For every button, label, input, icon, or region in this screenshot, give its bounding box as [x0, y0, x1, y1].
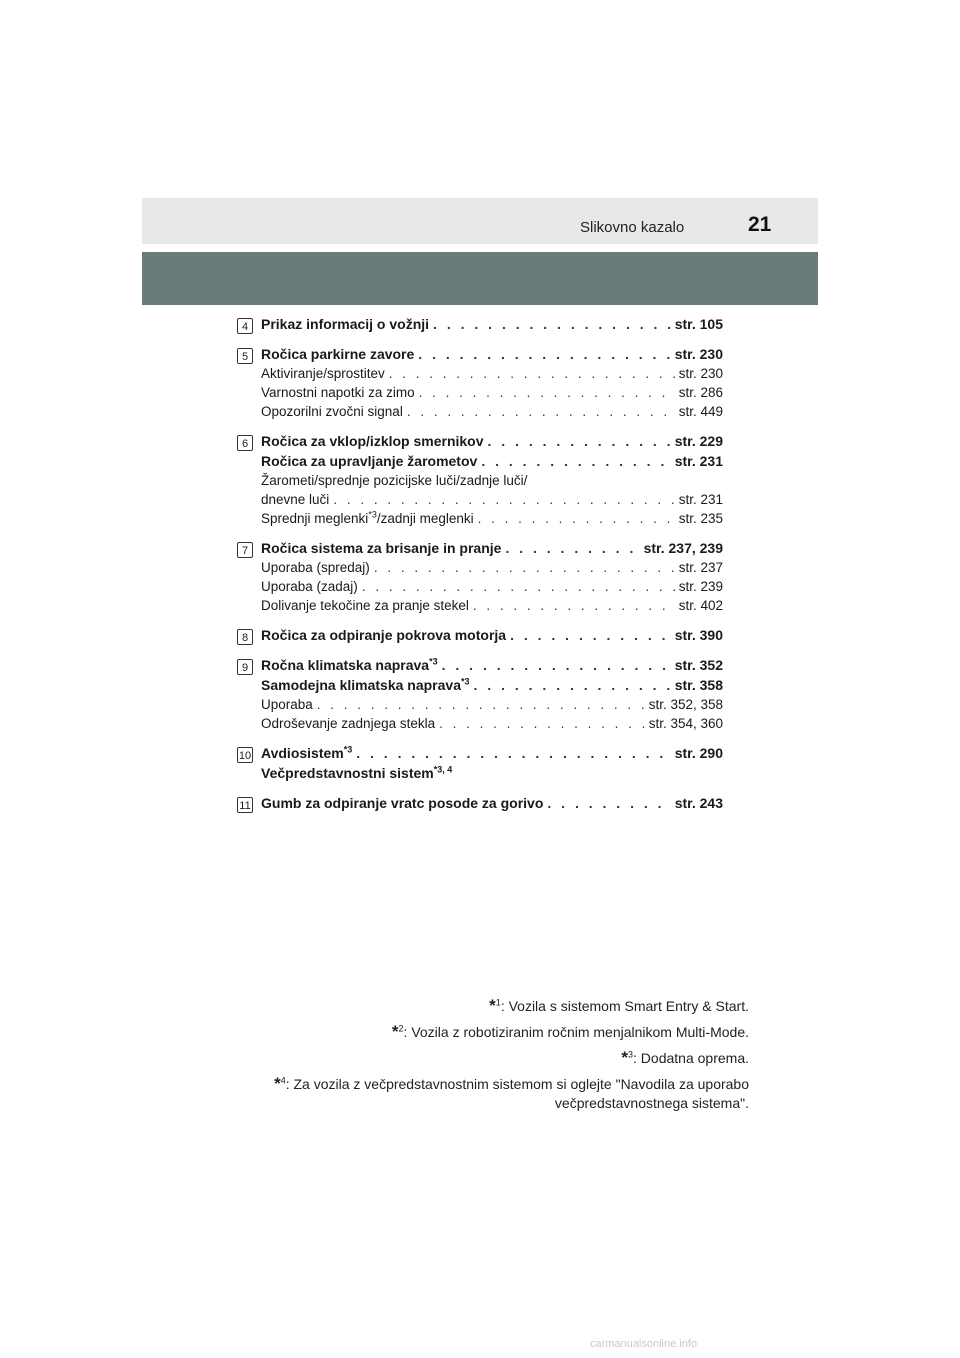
item-label — [261, 473, 527, 488]
page-reference: str. 290 — [674, 745, 723, 761]
footnote-text: : Za vozila z večpredstavnostnim sistemom si oglejte "Navodila za uporabo večpredstavnostnega sistema". — [285, 1076, 749, 1111]
page-reference: str. 239 — [678, 579, 723, 594]
dot-leader — [474, 677, 671, 693]
label-text: Odroševanje zadnjega stekla — [261, 716, 436, 731]
footnotes — [219, 996, 749, 1119]
item-label — [261, 716, 435, 731]
index-heading — [261, 677, 723, 697]
footnote — [219, 996, 749, 1016]
footnote-ref: *3, 4 — [433, 764, 453, 775]
item-label — [261, 316, 429, 332]
page-reference: str. 358 — [674, 677, 723, 693]
item-label — [261, 745, 352, 761]
page-reference: str. 237, 239 — [643, 540, 723, 556]
item-label — [261, 598, 469, 613]
page-reference: str. 352, 358 — [648, 697, 723, 712]
index-entry — [237, 627, 723, 647]
callout-number: 5 — [237, 348, 253, 364]
index-subitem — [261, 716, 723, 735]
label-text: Ročna klimatska naprava — [261, 657, 430, 673]
label-text: Dolivanje tekočine za pranje stekel — [261, 598, 469, 613]
footnote-mark: * — [621, 1048, 629, 1067]
label-text: Uporaba — [261, 697, 313, 712]
index-heading — [261, 453, 723, 473]
index-heading — [261, 433, 723, 453]
item-label — [261, 366, 385, 381]
dot-leader — [433, 316, 671, 332]
page-reference: str. 352 — [674, 657, 723, 673]
label-text: Uporaba (spredaj) — [261, 560, 370, 575]
index-subitem — [261, 385, 723, 404]
label-text: Varnostni napotki za zimo — [261, 385, 415, 400]
index-list — [237, 316, 723, 825]
footnote-text: : Vozila s sistemom Smart Entry & Start. — [500, 998, 749, 1014]
item-label — [261, 492, 329, 507]
index-entry — [237, 433, 723, 530]
label-text: Avdiosistem — [261, 745, 344, 761]
footnote-ref: *3 — [461, 676, 470, 687]
item-label — [261, 697, 313, 712]
index-subitem — [261, 473, 723, 492]
dot-leader — [473, 598, 675, 613]
index-subitem — [261, 511, 723, 530]
page-reference: str. 230 — [678, 366, 723, 381]
index-subitem — [261, 697, 723, 716]
page-reference: str. 231 — [674, 453, 723, 469]
callout-number: 11 — [237, 797, 253, 813]
dot-leader — [419, 385, 675, 400]
dot-leader — [333, 492, 674, 507]
page-reference: str. 354, 360 — [648, 716, 723, 731]
page-reference: str. 449 — [678, 404, 723, 419]
dot-leader — [317, 697, 645, 712]
dot-leader — [478, 511, 675, 526]
label-text: Aktiviranje/sprostitev — [261, 366, 385, 381]
dot-leader — [488, 433, 671, 449]
index-entry — [237, 316, 723, 336]
page-number: 21 — [748, 213, 772, 236]
index-heading — [261, 765, 723, 785]
footnote-ref: *3 — [368, 509, 377, 520]
label-text: Žarometi/sprednje pozicijske luči/zadnje luči/ — [261, 473, 528, 488]
index-entry — [237, 745, 723, 785]
index-subitem — [261, 598, 723, 617]
page-reference: str. 390 — [674, 627, 723, 643]
page-reference: str. 231 — [678, 492, 723, 507]
footnote-text: : Vozila z robotiziranim ročnim menjalnikom Multi-Mode. — [403, 1024, 749, 1040]
footnote-mark: * — [489, 996, 496, 1015]
label-text: Sprednji meglenki — [261, 511, 369, 526]
callout-number: 7 — [237, 542, 253, 558]
page-reference: str. 229 — [674, 433, 723, 449]
footnote — [219, 1074, 749, 1113]
item-label — [261, 404, 403, 419]
item-label — [261, 511, 474, 526]
item-label — [261, 677, 470, 693]
label-text: Samodejna klimatska naprava — [261, 677, 461, 693]
item-label — [261, 453, 477, 469]
index-heading — [261, 795, 723, 815]
dot-leader — [505, 540, 639, 556]
header-bar — [142, 198, 818, 244]
dot-leader — [418, 346, 670, 362]
page-reference: str. 402 — [678, 598, 723, 613]
label-text: Uporaba (zadaj) — [261, 579, 358, 594]
footnote-ref: *3 — [343, 744, 353, 755]
index-heading — [261, 745, 723, 765]
label-text: Ročica za vklop/izklop smernikov — [261, 433, 484, 449]
dot-leader — [510, 627, 671, 643]
index-heading — [261, 627, 723, 647]
label-text: Ročica za upravljanje žarometov — [261, 453, 478, 469]
label-text: Ročica za odpiranje pokrova motorja — [261, 627, 507, 643]
dot-leader — [481, 453, 670, 469]
index-entry — [237, 346, 723, 423]
index-subitem — [261, 366, 723, 385]
label-text: Prikaz informacij o vožnji — [261, 316, 430, 332]
callout-number: 9 — [237, 659, 253, 675]
item-label — [261, 579, 358, 594]
dot-leader — [547, 795, 670, 811]
dot-leader — [439, 716, 645, 731]
footnote-number: 4 — [280, 1075, 286, 1086]
footnote-number: 2 — [398, 1023, 404, 1034]
label-text: Večpredstavnostni sistem — [261, 765, 434, 781]
callout-number: 4 — [237, 318, 253, 334]
index-subitem — [261, 404, 723, 423]
page-reference: str. 237 — [678, 560, 723, 575]
index-heading — [261, 346, 723, 366]
dot-leader — [356, 745, 670, 761]
label-text: Opozorilni zvočni signal — [261, 404, 403, 419]
item-label — [261, 385, 415, 400]
dot-leader — [362, 579, 675, 594]
item-label — [261, 540, 501, 556]
item-label — [261, 560, 370, 575]
page-reference: str. 243 — [674, 795, 723, 811]
page-reference: str. 286 — [678, 385, 723, 400]
index-entry — [237, 795, 723, 815]
label-text: Ročica parkirne zavore — [261, 346, 415, 362]
footnote-text: : Dodatna oprema. — [633, 1050, 749, 1066]
callout-number: 8 — [237, 629, 253, 645]
dot-leader — [389, 366, 675, 381]
footnote — [219, 1048, 749, 1068]
footnote-number: 3 — [628, 1049, 634, 1060]
page-reference: str. 235 — [678, 511, 723, 526]
watermark: carmanualsonline.info — [590, 1338, 698, 1350]
label-text: Gumb za odpiranje vratc posode za gorivo — [261, 795, 544, 811]
index-subitem — [261, 579, 723, 598]
page-title: Slikovno kazalo — [580, 219, 685, 236]
item-label — [261, 657, 438, 673]
item-label — [261, 765, 452, 781]
section-band — [142, 252, 818, 305]
dot-leader — [407, 404, 675, 419]
index-entry — [237, 657, 723, 735]
callout-number: 6 — [237, 435, 253, 451]
index-subitem — [261, 492, 723, 511]
page-reference: str. 105 — [674, 316, 723, 332]
index-heading — [261, 657, 723, 677]
dot-leader — [442, 657, 671, 673]
label-text: dnevne luči — [261, 492, 330, 507]
footnote-ref: *3 — [429, 656, 438, 667]
footnote — [219, 1022, 749, 1042]
item-label — [261, 433, 484, 449]
item-label — [261, 346, 414, 362]
item-label — [261, 795, 543, 811]
index-heading — [261, 316, 723, 336]
index-entry — [237, 540, 723, 617]
label-text: Ročica sistema za brisanje in pranje — [261, 540, 502, 556]
label-text-after: /zadnji meglenki — [376, 511, 474, 526]
dot-leader — [374, 560, 675, 575]
callout-number: 10 — [237, 747, 253, 763]
footnote-mark: * — [391, 1022, 399, 1041]
footnote-mark: * — [274, 1074, 281, 1093]
page-reference: str. 230 — [674, 346, 723, 362]
index-subitem — [261, 560, 723, 579]
item-label — [261, 627, 506, 643]
footnote-number: 1 — [495, 997, 501, 1008]
index-heading — [261, 540, 723, 560]
